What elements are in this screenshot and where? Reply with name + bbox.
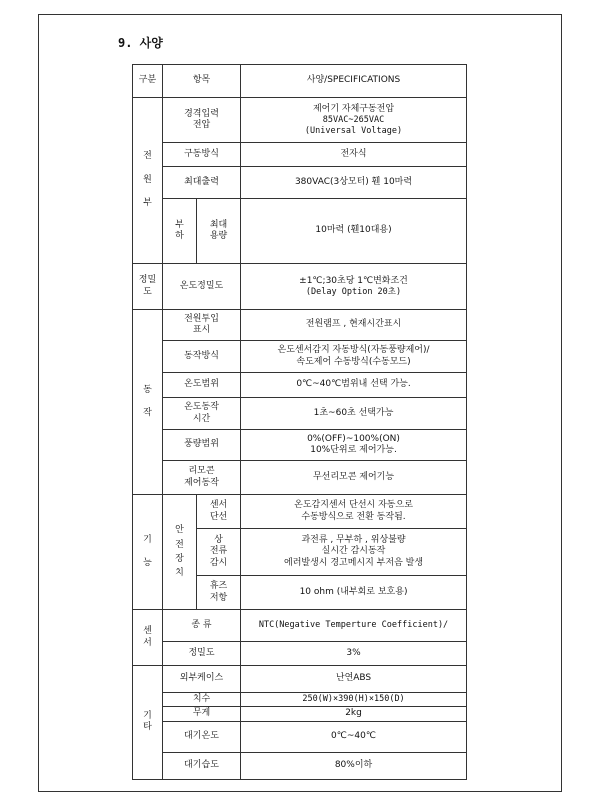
spec-table xyxy=(132,64,467,780)
sub-safety-device: 안 전 장 치 xyxy=(163,495,197,610)
item-weight: 무게 xyxy=(163,707,241,721)
spec-ambient-temp: 0℃~40℃ xyxy=(241,721,467,752)
item-rated-input: 경격입력 전압 xyxy=(163,98,241,143)
spec-sensor-precision: 3% xyxy=(241,642,467,666)
item-max-output: 최대출력 xyxy=(163,167,241,199)
spec-operation-mode: 온도센서감지 자동방식(자동풍량제어)/ 속도제어 수동방식(수동모드) xyxy=(241,341,467,373)
item-dimensions: 치수 xyxy=(163,693,241,707)
spec-ambient-humidity: 80%이하 xyxy=(241,752,467,779)
item-power-indicator: 전원투입 표시 xyxy=(163,310,241,341)
spec-dimensions: 250(W)×390(H)×150(D) xyxy=(241,693,467,707)
spec-airflow-range: 0%(OFF)~100%(ON) 10%단위로 제어가능. xyxy=(241,430,467,461)
group-function: 기 능 xyxy=(133,495,163,610)
spec-remote-control: 무선리모콘 제어기능 xyxy=(241,461,467,495)
item-case: 외부케이스 xyxy=(163,666,241,693)
section-title: 9. 사양 xyxy=(118,36,163,50)
sub-load: 부 하 xyxy=(163,199,197,264)
item-temp-op-time: 온도동작 시간 xyxy=(163,398,241,430)
spec-case: 난연ABS xyxy=(241,666,467,693)
spec-phase-current: 과전류 , 무부하 , 위상불량 실시간 감시동작 에러발생시 경고메시지 부저음 발생 xyxy=(241,529,467,576)
item-temp-range: 온도범위 xyxy=(163,373,241,398)
spec-power-indicator: 전원램프 , 현재시간표시 xyxy=(241,310,467,341)
spec-max-capacity: 10마력 (휀10대용) xyxy=(241,199,467,264)
header-spec: 사양/SPECIFICATIONS xyxy=(241,65,467,98)
spec-temp-op-time: 1초~60초 선택가능 xyxy=(241,398,467,430)
item-remote-control: 리모콘 제어동작 xyxy=(163,461,241,495)
group-sensor: 센 서 xyxy=(133,610,163,666)
item-airflow-range: 풍량범위 xyxy=(163,430,241,461)
spec-max-output: 380VAC(3상모터) 휀 10마력 xyxy=(241,167,467,199)
spec-rated-input: 제어기 자체구동전압 85VAC~265VAC (Universal Voltage) xyxy=(241,98,467,143)
item-max-capacity: 최대 용량 xyxy=(197,199,241,264)
item-sensor-type: 종 류 xyxy=(163,610,241,642)
item-sensor-precision: 정밀도 xyxy=(163,642,241,666)
spec-weight: 2kg xyxy=(241,707,467,721)
spec-temp-range: 0℃~40℃범위내 선택 가능. xyxy=(241,373,467,398)
item-sensor-break: 센서 단선 xyxy=(197,495,241,529)
spec-temp-precision: ±1℃;30초당 1℃변화조건 (Delay Option 20초) xyxy=(241,264,467,310)
spec-fuse-resistor: 10 ohm (내부회로 보호용) xyxy=(241,576,467,610)
item-phase-current: 상 전류 감시 xyxy=(197,529,241,576)
spec-drive-method: 전자식 xyxy=(241,143,467,167)
item-ambient-humidity: 대기습도 xyxy=(163,752,241,779)
item-operation-mode: 동작방식 xyxy=(163,341,241,373)
group-other: 기 타 xyxy=(133,666,163,780)
spec-sensor-type: NTC(Negative Temperture Coefficient)/ xyxy=(241,610,467,642)
item-ambient-temp: 대기온도 xyxy=(163,721,241,752)
header-group: 구분 xyxy=(133,65,163,98)
item-temp-precision: 온도정밀도 xyxy=(163,264,241,310)
header-item: 항목 xyxy=(163,65,241,98)
group-precision: 정밀 도 xyxy=(133,264,163,310)
item-fuse-resistor: 휴즈 저항 xyxy=(197,576,241,610)
group-operation: 동 작 xyxy=(133,310,163,495)
item-drive-method: 구동방식 xyxy=(163,143,241,167)
group-power: 전 원 부 xyxy=(133,98,163,264)
spec-sensor-break: 온도감지센서 단선시 자동으로 수동방식으로 전환 동작됨. xyxy=(241,495,467,529)
